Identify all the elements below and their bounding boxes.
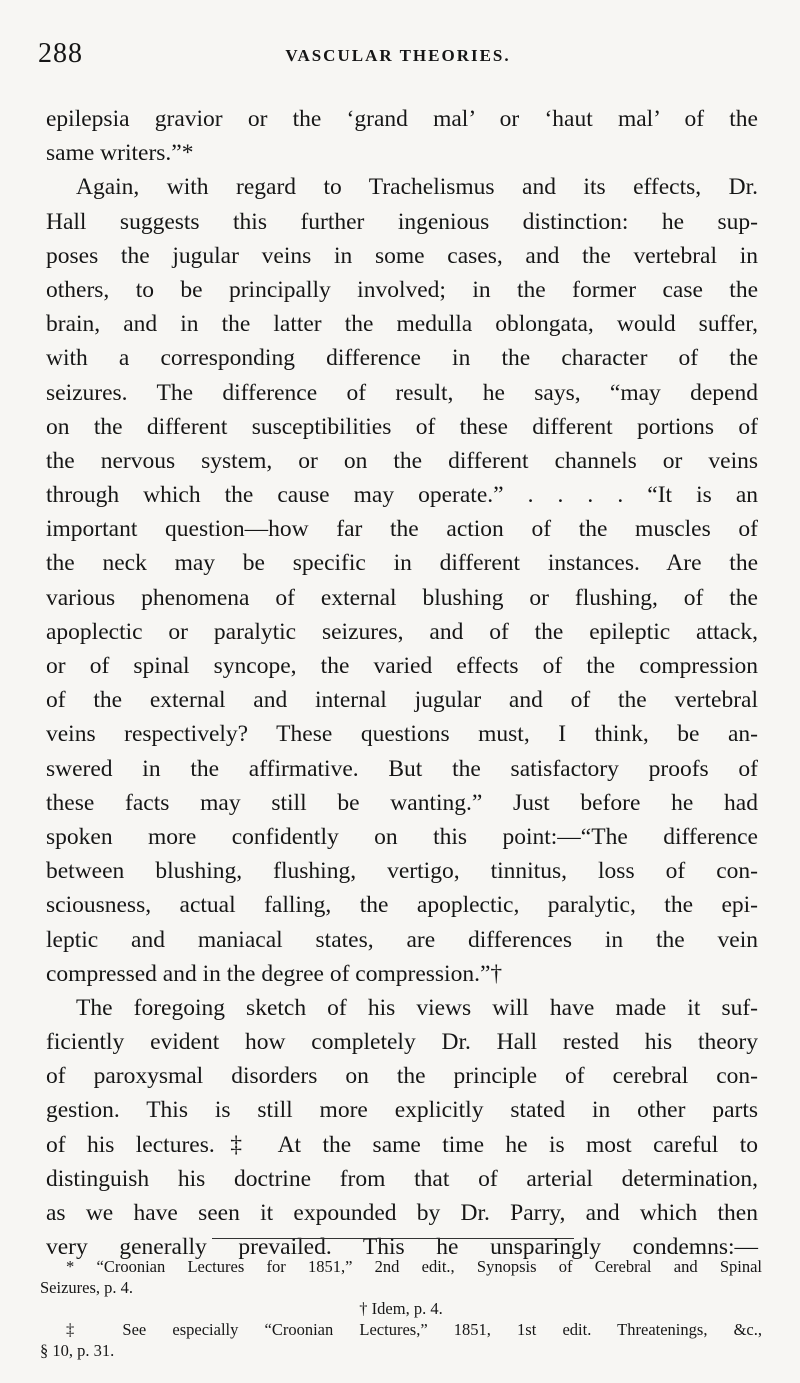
body-text [46,102,758,1264]
footnote-line: Seizures, p. 4. [40,1278,134,1297]
body-line: gestion. This is still more explicitly stated in other parts [46,1097,758,1124]
body-line: of his lectures.‡ At the same time he is most careful to [46,1131,758,1158]
body-line: same writers.”* [46,140,194,167]
body-line: poses the jugular veins in some cases, and the vertebral in [46,242,758,269]
body-line: compressed and in the degree of compression.”† [46,960,503,987]
footnote-line: ‡ See especially “Croonian Lectures,” 1851, 1st edit. Threatenings, &c., [66,1320,762,1339]
page-header [38,38,758,72]
body-line: ficiently evident how completely Dr. Hall rested his theory [46,1029,758,1056]
body-line: through which the cause may operate.” . . . . “It is an [46,482,758,509]
footnotes [40,1256,762,1361]
body-line: the neck may be specific in different instances. Are the [46,550,758,577]
body-line: important question—how far the action of the muscles of [46,516,758,543]
body-line: the nervous system, or on the different channels or veins [46,447,758,474]
body-line: these facts may still be wanting.” Just before he had [46,789,758,816]
body-line: of paroxysmal disorders on the principle of cerebral con- [46,1063,758,1090]
body-line: sciousness, actual falling, the apoplectic, paralytic, the epi- [46,892,758,919]
body-line: brain, and in the latter the medulla oblongata, would suffer, [46,311,758,338]
body-line: spoken more confidently on this point:—“The difference [46,823,758,850]
body-line: distinguish his doctrine from that of arterial determination, [46,1165,758,1192]
body-line: Again, with regard to Trachelismus and its effects, Dr. [76,174,758,201]
body-line: others, to be principally involved; in the former case the [46,276,758,303]
body-line: very generally prevailed. This he unsparingly condemns:— [46,1234,758,1261]
body-line: with a corresponding difference in the character of the [46,345,758,372]
body-line: epilepsia gravior or the ‘grand mal’ or ‘haut mal’ of the [46,106,758,132]
body-line: veins respectively? These questions must, I think, be an- [46,721,758,748]
body-line: between blushing, flushing, vertigo, tinnitus, loss of con- [46,858,758,885]
footnote-divider [212,1238,574,1239]
body-line: on the different susceptibilities of these different portions of [46,413,758,440]
body-line: The foregoing sketch of his views will have made it suf- [76,994,758,1021]
page-number: 288 [38,38,83,69]
footnote-line: † Idem, p. 4. [359,1299,443,1318]
body-line: as we have seen it expounded by Dr. Parry, and which then [46,1200,758,1226]
body-line: various phenomena of external blushing or flushing, of the [46,584,758,611]
body-line: seizures. The difference of result, he says, “may depend [46,379,758,406]
body-line: leptic and maniacal states, are differences in the vein [46,926,758,953]
running-head: VASCULAR THEORIES. [285,46,511,65]
body-line: of the external and internal jugular and of the vertebral [46,687,758,714]
footnote-line: § 10, p. 31. [40,1341,115,1360]
body-line: apoplectic or paralytic seizures, and of the epileptic attack, [46,618,758,645]
body-line: or of spinal syncope, the varied effects of the compression [46,653,758,679]
footnote-line: * “Croonian Lectures for 1851,” 2nd edit., Synopsis of Cerebral and Spinal [66,1257,762,1276]
body-line: swered in the affirmative. But the satisfactory proofs of [46,755,758,782]
body-line: Hall suggests this further ingenious distinction: he sup- [46,208,758,235]
